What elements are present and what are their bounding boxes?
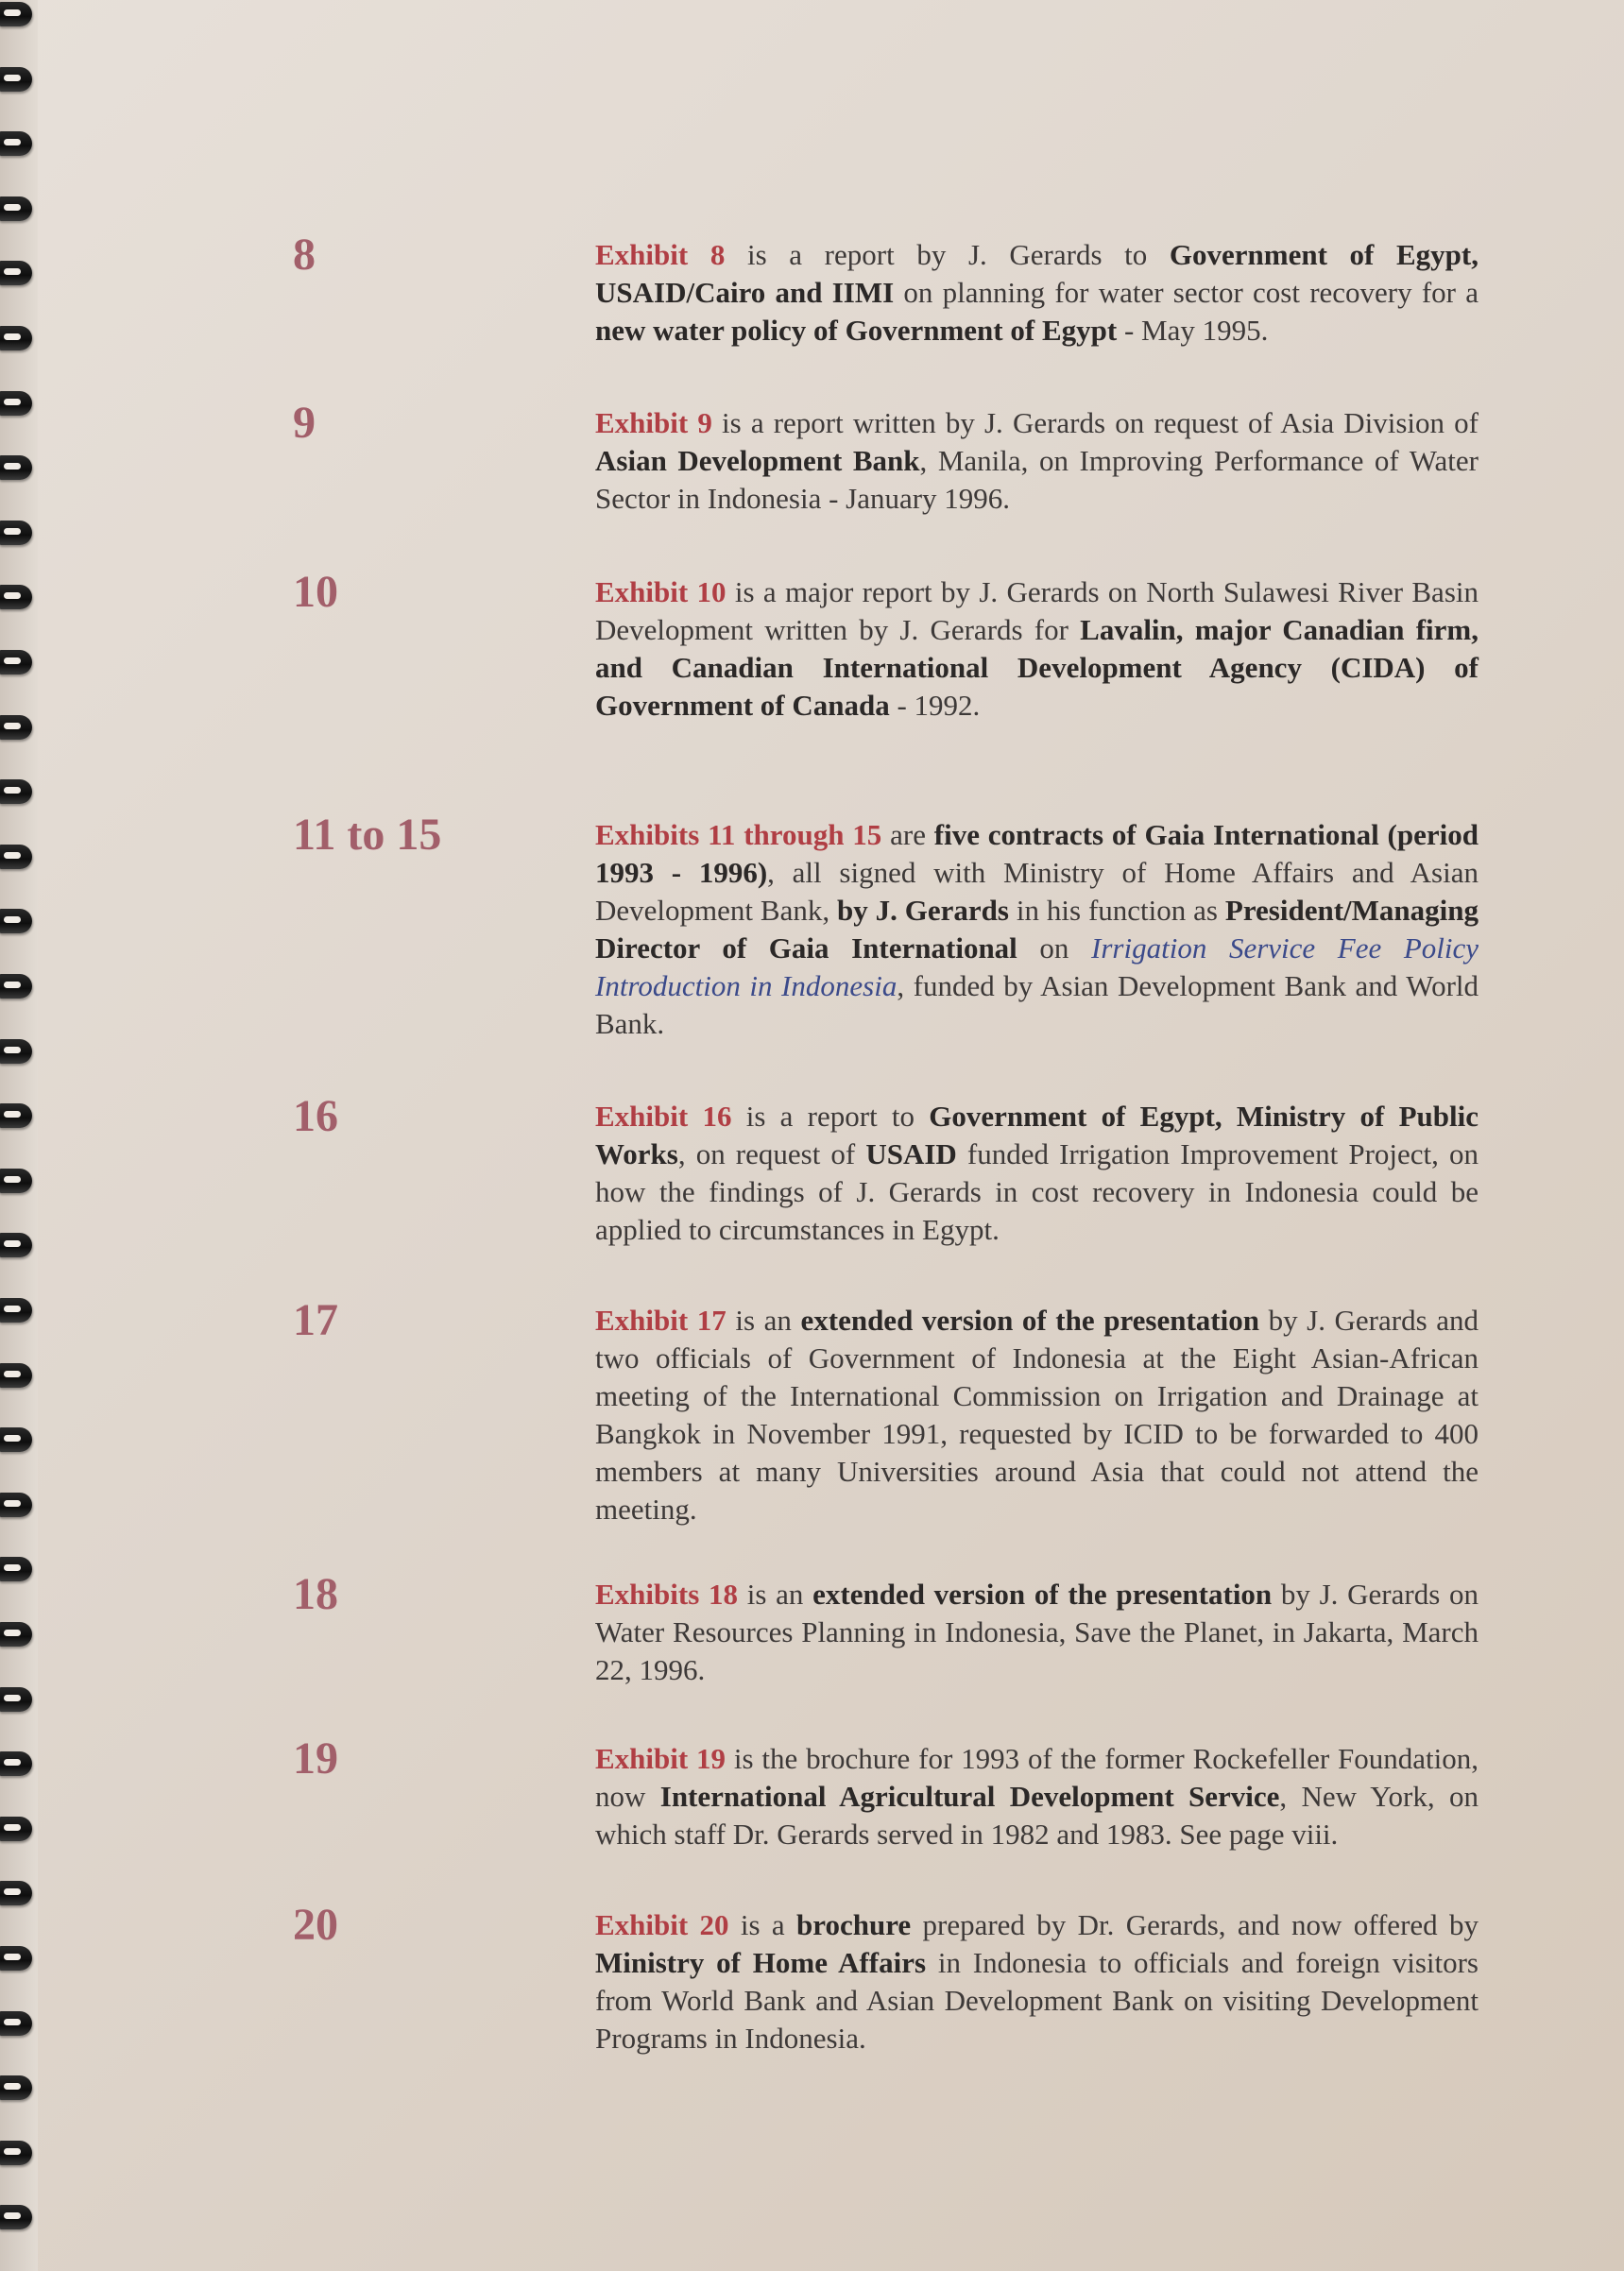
- description-segment: is the brochure for 1993 of the former Rockefeller Foundation, now: [595, 1742, 1479, 1813]
- description-segment: International Agricultural Development Service: [659, 1780, 1280, 1813]
- description-segment: - May 1995.: [1117, 314, 1269, 347]
- binding-ring: [0, 521, 32, 545]
- exhibit-label: Exhibit 10: [595, 575, 727, 608]
- description-segment: Ministry of Home Affairs: [595, 1946, 927, 1979]
- binding-ring: [0, 650, 32, 674]
- description-segment: , funded by Asian Development Bank and World Bank.: [595, 969, 1479, 1040]
- binding-ring: [0, 196, 32, 221]
- description-segment: is a report to: [731, 1100, 930, 1133]
- binding-ring: [0, 1557, 32, 1581]
- exhibit-description: [595, 573, 1479, 725]
- description-segment: are: [881, 818, 934, 851]
- exhibit-number: 8: [293, 230, 316, 280]
- binding-ring: [0, 1493, 32, 1517]
- description-segment: Government of Egypt, USAID/Cairo and IIMI: [595, 238, 1479, 309]
- spiral-binding: [0, 0, 38, 2271]
- binding-ring: [0, 1622, 32, 1647]
- binding-ring: [0, 845, 32, 869]
- description-segment: Government of Egypt, Ministry of Public Works: [595, 1100, 1479, 1170]
- description-segment: in Indonesia to officials and foreign visitors from World Bank and Asian Development Bank on visiting Development Programs in Indonesia.: [595, 1946, 1479, 2055]
- binding-ring: [0, 1039, 32, 1064]
- binding-ring: [0, 715, 32, 740]
- description-segment: prepared by Dr. Gerards, and now offered by: [911, 1908, 1479, 1941]
- binding-ring: [0, 2011, 32, 2036]
- binding-ring: [0, 326, 32, 350]
- binding-ring: [0, 67, 32, 92]
- description-segment: , on request of: [677, 1137, 866, 1170]
- binding-ring: [0, 974, 32, 999]
- description-segment: in his function as: [1008, 894, 1225, 927]
- exhibit-label: Exhibit 19: [595, 1742, 727, 1775]
- binding-ring: [0, 131, 32, 156]
- description-segment: Irrigation Service Fee Policy Introduction in Indonesia: [595, 931, 1479, 1002]
- description-segment: is a: [728, 1908, 797, 1941]
- exhibit-description: [595, 1098, 1479, 1249]
- exhibit-number: 17: [293, 1295, 338, 1345]
- binding-ring: [0, 1233, 32, 1257]
- exhibit-description: [595, 236, 1479, 350]
- exhibit-description: [595, 1740, 1479, 1853]
- description-segment: is a major report by J. Gerards on North Sulawesi River Basin Development written by J. Gerards for: [595, 575, 1479, 646]
- exhibit-number: 16: [293, 1091, 338, 1141]
- binding-ring: [0, 1363, 32, 1388]
- description-segment: , all signed with Ministry of Home Affairs and Asian Development Bank,: [595, 856, 1479, 927]
- binding-ring: [0, 2205, 32, 2229]
- description-segment: on planning for water sector cost recovery for a: [894, 276, 1479, 309]
- description-segment: is a report by J. Gerards to: [725, 238, 1170, 271]
- binding-ring: [0, 1298, 32, 1323]
- binding-ring: [0, 779, 32, 804]
- binding-ring: [0, 1751, 32, 1776]
- binding-ring: [0, 1687, 32, 1712]
- exhibit-label: Exhibit 9: [595, 406, 712, 439]
- binding-ring: [0, 1881, 32, 1905]
- description-segment: , Manila, on Improving Performance of Water Sector in Indonesia - January 1996.: [595, 444, 1479, 515]
- binding-ring: [0, 261, 32, 285]
- description-segment: five contracts of Gaia International (period 1993 - 1996): [595, 818, 1479, 889]
- exhibit-description: [595, 1906, 1479, 2058]
- exhibit-label: Exhibit 17: [595, 1304, 727, 1337]
- binding-ring: [0, 1169, 32, 1193]
- binding-ring: [0, 1817, 32, 1841]
- exhibit-description: [595, 1302, 1479, 1528]
- binding-ring: [0, 2, 32, 26]
- exhibit-label: Exhibit 16: [595, 1100, 732, 1133]
- exhibit-label: Exhibits 11 through 15: [595, 818, 882, 851]
- binding-ring: [0, 391, 32, 416]
- description-segment: is a report written by J. Gerards on request of Asia Division of: [711, 406, 1479, 439]
- exhibit-description: [595, 816, 1479, 1043]
- binding-ring: [0, 455, 32, 480]
- binding-ring: [0, 2075, 32, 2100]
- description-segment: funded Irrigation Improvement Project, on how the findings of J. Gerards in cost recovery in Indonesia could be applied to circumstances in Egypt.: [595, 1137, 1479, 1246]
- description-segment: Asian Development Bank: [595, 444, 920, 477]
- exhibit-number: 11 to 15: [293, 810, 442, 860]
- exhibit-number: 9: [293, 398, 316, 448]
- description-segment: Lavalin, major Canadian firm, and Canadian International Development Agency (CIDA) of Government of Canada: [595, 613, 1479, 722]
- binding-ring: [0, 585, 32, 609]
- exhibit-label: Exhibit 8: [595, 238, 726, 271]
- exhibit-description: [595, 404, 1479, 518]
- description-segment: by J. Gerards: [837, 894, 1009, 927]
- binding-ring: [0, 1946, 32, 1971]
- exhibit-label: Exhibits 18: [595, 1578, 738, 1611]
- exhibit-number: 10: [293, 567, 338, 617]
- description-segment: new water policy of Government of Egypt: [595, 314, 1118, 347]
- description-segment: is an: [738, 1578, 813, 1611]
- description-segment: on: [1017, 931, 1092, 965]
- exhibit-description: [595, 1576, 1479, 1689]
- description-segment: extended version of the presentation: [800, 1304, 1259, 1337]
- description-segment: extended version of the presentation: [812, 1578, 1273, 1611]
- description-segment: by J. Gerards and two officials of Government of Indonesia at the Eight Asian-African meeting of the International Commission on Irrigation and Drainage at Bangkok in November 1991, requested by ICID to be forwarded to 400 members at many Universities around Asia that could not attend the meeting.: [595, 1304, 1479, 1526]
- binding-ring: [0, 1103, 32, 1128]
- exhibit-label: Exhibit 20: [595, 1908, 729, 1941]
- description-segment: by J. Gerards on Water Resources Planning in Indonesia, Save the Planet, in Jakarta, March 22, 1996.: [595, 1578, 1479, 1686]
- exhibit-number: 19: [293, 1733, 338, 1784]
- binding-ring: [0, 1427, 32, 1452]
- description-segment: USAID: [865, 1137, 957, 1170]
- description-segment: - 1992.: [889, 689, 981, 722]
- description-segment: President/Managing Director of Gaia International: [595, 894, 1479, 965]
- description-segment: , New York, on which staff Dr. Gerards served in 1982 and 1983. See page viii.: [595, 1780, 1479, 1851]
- binding-ring: [0, 2141, 32, 2165]
- description-segment: brochure: [796, 1908, 912, 1941]
- binding-ring: [0, 909, 32, 933]
- description-segment: is an: [726, 1304, 801, 1337]
- exhibit-number: 18: [293, 1569, 338, 1619]
- exhibit-number: 20: [293, 1900, 338, 1950]
